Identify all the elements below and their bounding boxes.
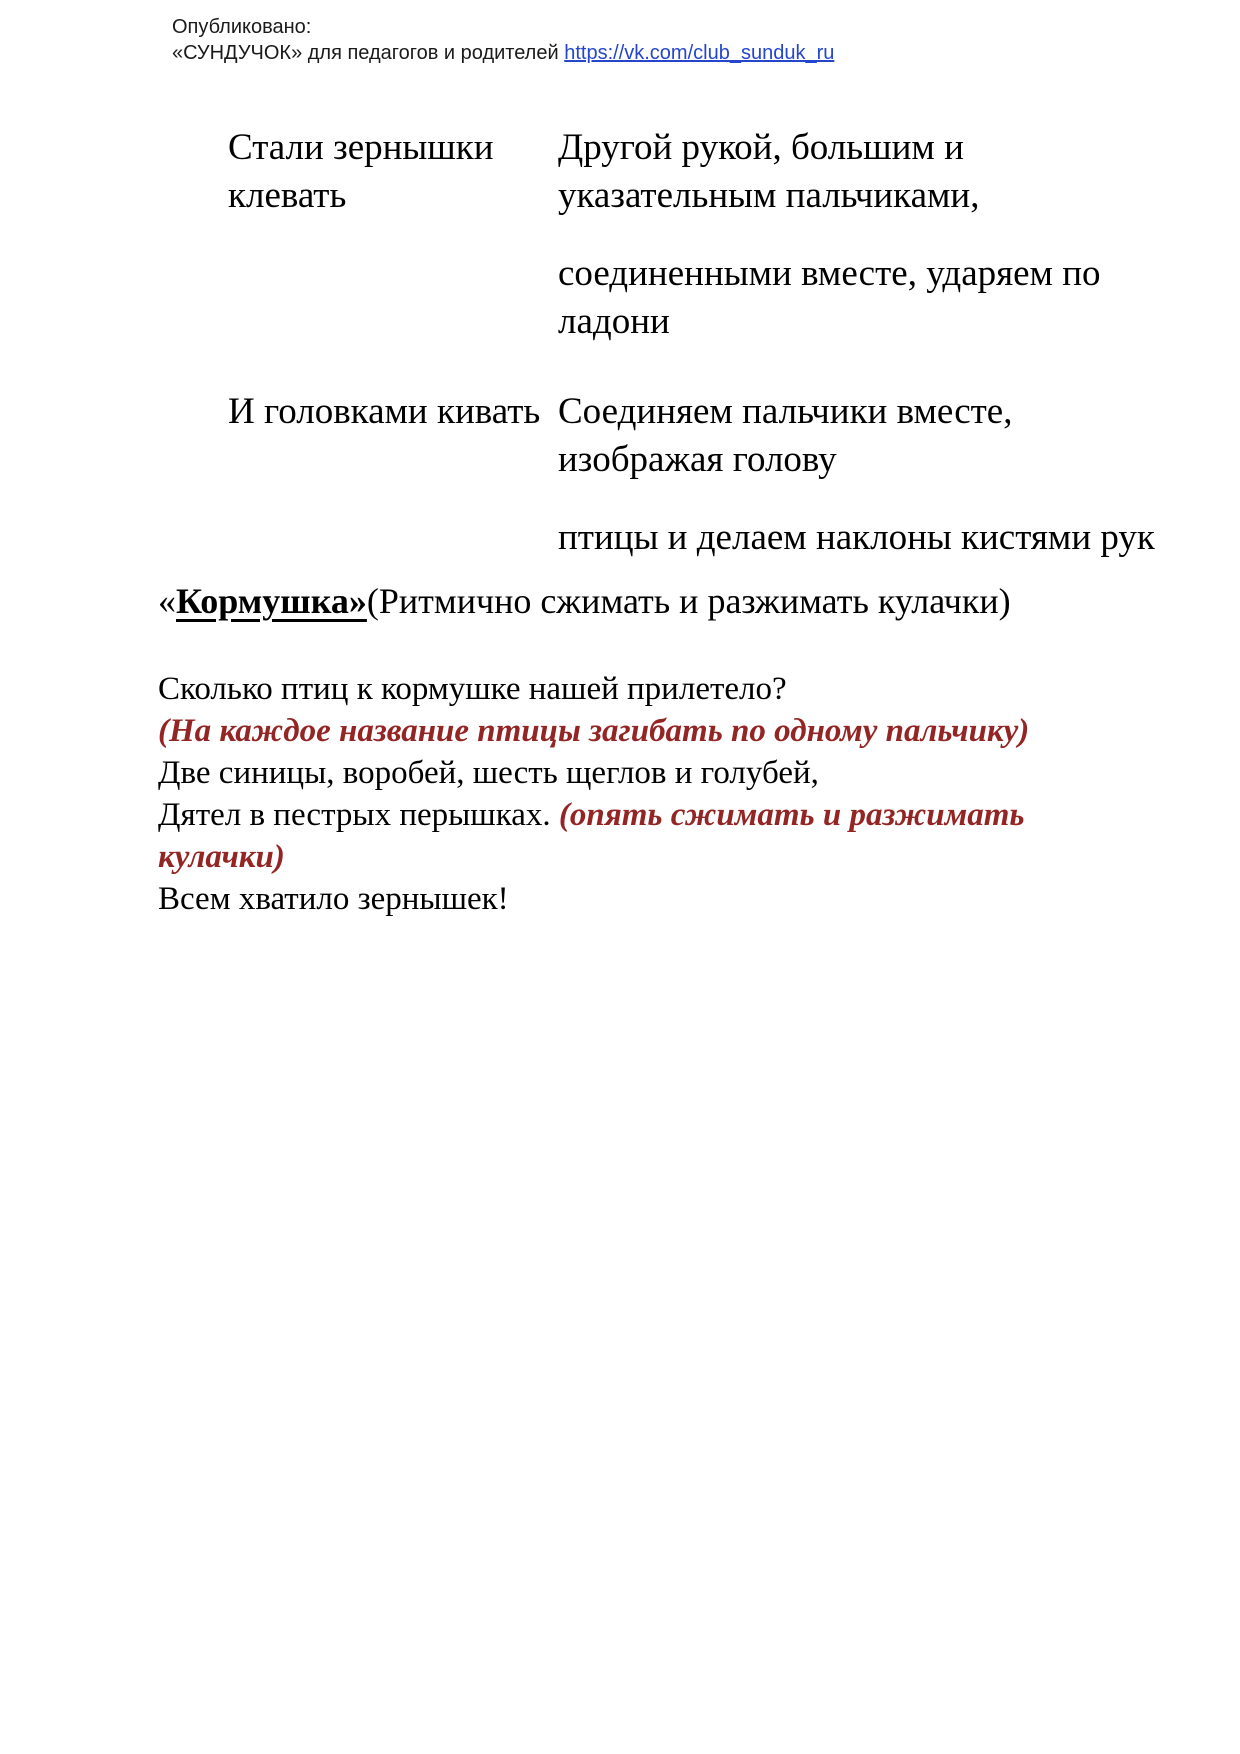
poem-remark: (опять сжимать и разжимать кулачки)	[158, 797, 1025, 875]
source-text: «СУНДУЧОК» для педагогов и родителей	[172, 42, 565, 64]
table-row	[228, 388, 1240, 562]
poem-remark: (На каждое название птицы загибать по одному пальчику)	[158, 713, 1030, 749]
instruction-cell	[558, 388, 1158, 562]
published-label: Опубликовано:	[172, 16, 312, 38]
instruction-paragraph: птицы и делаем наклоны кистями рук	[558, 517, 1155, 558]
source-line	[172, 40, 1240, 66]
instruction-cell	[558, 124, 1158, 346]
title-open-quote: «	[158, 581, 176, 621]
poem-line	[158, 668, 1153, 710]
feeder-title	[158, 578, 1240, 624]
action-cell: Стали зернышки клевать	[228, 127, 494, 216]
action-cell: И головками кивать	[228, 391, 541, 432]
poem-line	[158, 710, 1153, 752]
poem-line	[158, 794, 1153, 878]
poem-text: Всем хватило зернышек!	[158, 881, 509, 917]
poem-text: Две синицы, воробей, шесть щеглов и голубей,	[158, 755, 819, 791]
poem-line	[158, 752, 1153, 794]
exercise-table	[228, 124, 1240, 562]
title-note: (Ритмично сжимать и разжимать кулачки)	[366, 581, 1011, 621]
instruction-paragraph: Другой рукой, большим и указательным пальчиками,	[558, 127, 980, 216]
title-word: Кормушка»	[176, 581, 367, 621]
instruction-paragraph: Соединяем пальчики вместе, изображая голову	[558, 391, 1013, 480]
vk-club-link[interactable]: https://vk.com/club_sunduk_ru	[564, 42, 835, 64]
instruction-paragraph: соединенными вместе, ударяем по ладони	[558, 253, 1101, 342]
poem-text: Сколько птиц к кормушке нашей прилетело?	[158, 671, 787, 707]
publication-header	[172, 0, 1240, 66]
poem-line	[158, 878, 1153, 920]
poem	[158, 668, 1153, 920]
poem-text: Дятел в пестрых перышках.	[158, 797, 559, 833]
table-row	[228, 124, 1240, 346]
